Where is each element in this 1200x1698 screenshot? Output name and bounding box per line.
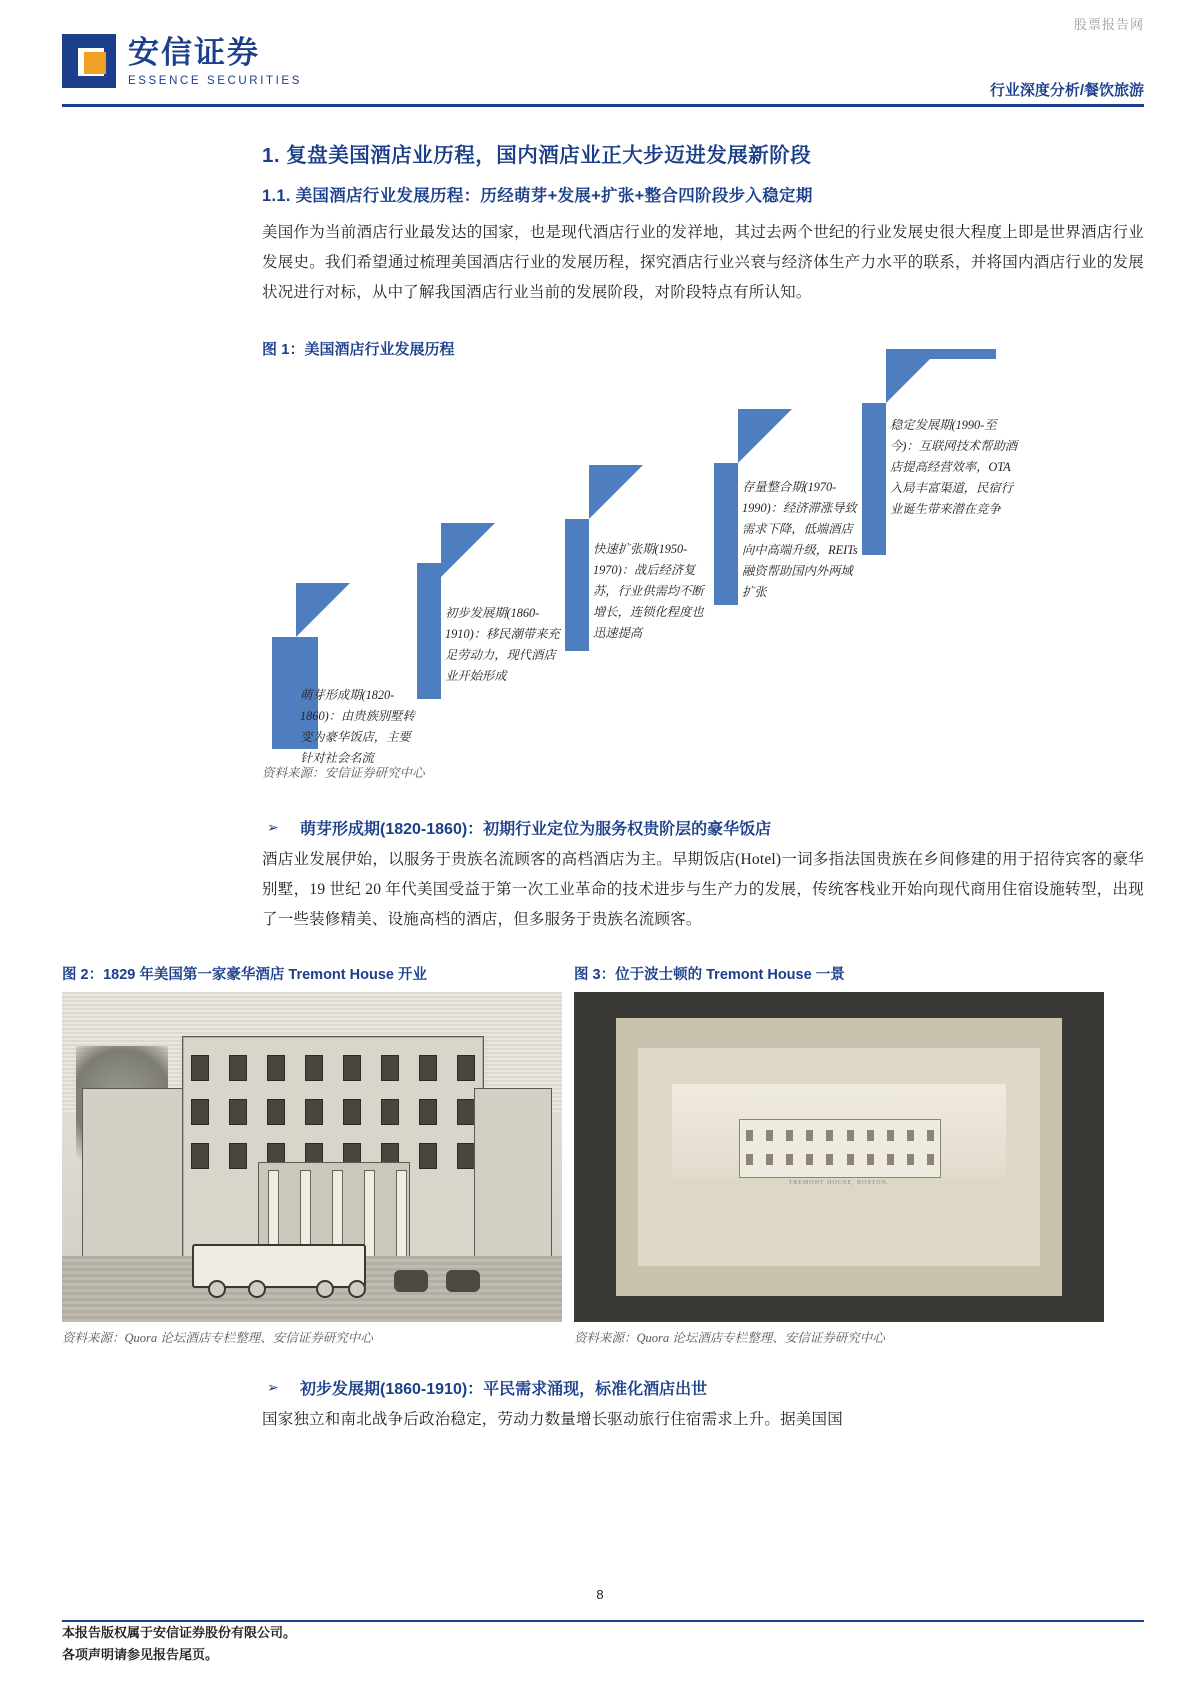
subsection-heading: 1.1. 美国酒店行业发展历程：历经萌芽+发展+扩张+整合四阶段步入稳定期: [262, 187, 813, 205]
watermark: 股票报告网: [1073, 17, 1144, 32]
figure23-titles: [62, 963, 1144, 984]
figure2-title: 图 2：1829 年美国第一家豪华酒店 Tremont House 开业: [62, 967, 427, 983]
chart-step-2-label: 初步发展期(1860-1910)：移民潮带来充足劳动力，现代酒店业开始形成: [445, 606, 560, 683]
figure1-title: 图 1：美国酒店行业发展历程: [262, 341, 455, 358]
figure23-images: [62, 992, 1144, 1322]
figure3-image: [574, 992, 1104, 1322]
figure2-source: 资料来源：Quora 论坛酒店专栏整理、安信证券研究中心: [62, 1331, 373, 1345]
figure23-sources: [62, 1328, 1144, 1346]
section-heading: 1. 复盘美国酒店业历程，国内酒店业正大步迈进发展新阶段: [262, 144, 812, 167]
bullet-1-paragraph: 酒店业发展伊始，以服务于贵族名流顾客的高档酒店为主。早期饭店(Hotel)一词多指法国贵族在乡间修建的用于招待宾客的豪华别墅，19 世纪 20 年代美国受益于第一次工业革命的技术进步与生产力的发展，传统客栈业开始向现代商用住宿设施转型，出现了一些装修精美、设施高档的酒店，但多服务于贵族名流顾客。: [262, 851, 1144, 928]
figure3-title: 图 3：位于波士顿的 Tremont House 一景: [574, 967, 845, 983]
bullet-1-title: 萌芽形成期(1820-1860)：初期行业定位为服务权贵阶层的豪华饭店: [300, 821, 772, 838]
chart-step-4-label: 存量整合期(1970-1990)：经济滞涨导致需求下降，低端酒店向中高端升级，REITs融资帮助国内外两域扩张: [742, 480, 858, 599]
company-logo: [62, 34, 302, 88]
bullet-2-title: 初步发展期(1860-1910)：平民需求涌现，标准化酒店出世: [300, 1381, 708, 1398]
chart-step-3-label: 快速扩张期(1950-1970)：战后经济复苏，行业供需均不断增长，连锁化程度也迅速提高: [593, 542, 704, 640]
figure1-source-row: [62, 763, 1144, 782]
logo-mark-icon: [62, 34, 116, 88]
footer-line-2: 各项声明请参见报告尾页。: [62, 1647, 219, 1662]
page-content: [62, 122, 1144, 1435]
figure3-plate-caption: TREMONT HOUSE, BOSTON.: [788, 1180, 890, 1186]
figure2-image: [62, 992, 562, 1322]
footer-line-1: 本报告版权属于安信证券股份有限公司。: [62, 1625, 297, 1640]
bullet-1: [62, 816, 1144, 839]
bullet-triangle-icon: ➢: [267, 819, 279, 835]
figure3-source: 资料来源：Quora 论坛酒店专栏整理、安信证券研究中心: [574, 1331, 885, 1345]
bullet-triangle-icon: ➢: [267, 1379, 279, 1395]
bullet-2-paragraph: 国家独立和南北战争后政治稳定，劳动力数量增长驱动旅行住宿需求上升。据美国国: [262, 1411, 843, 1428]
intro-paragraph: 美国作为当前酒店行业最发达的国家，也是现代酒店行业的发祥地，其过去两个世纪的行业发展史很大程度上即是世界酒店行业发展史。我们希望通过梳理美国酒店行业的发展历程，探究酒店行业兴衰与经济体生产力水平的联系，并将国内酒店行业的发展状况进行对标，从中了解我国酒店行业当前的发展阶段，对阶段特点有所认知。: [262, 224, 1144, 301]
figure1-stair-chart: [62, 369, 1144, 765]
header-divider: [62, 104, 1144, 107]
logo-title-cn: 安信证券: [128, 35, 260, 70]
header-category-label: 行业深度分析/餐饮旅游: [989, 82, 1144, 99]
page-footer: [62, 1622, 1144, 1676]
bullet-2: [62, 1376, 1144, 1399]
figure1-source: 资料来源：安信证券研究中心: [262, 766, 425, 780]
page-header: [62, 34, 1144, 106]
chart-step-1-label: 萌芽形成期(1820-1860)：由贵族别墅转变为豪华饭店，主要针对社会名流: [300, 688, 415, 765]
chart-step-5-label: 稳定发展期(1990-至今)：互联网技术帮助酒店提高经营效率，OTA入局丰富渠道，民宿行业诞生带来潜在竞争: [890, 418, 1018, 516]
logo-title-en: ESSENCE SECURITIES: [128, 75, 302, 88]
page-number: 8: [596, 1587, 604, 1602]
